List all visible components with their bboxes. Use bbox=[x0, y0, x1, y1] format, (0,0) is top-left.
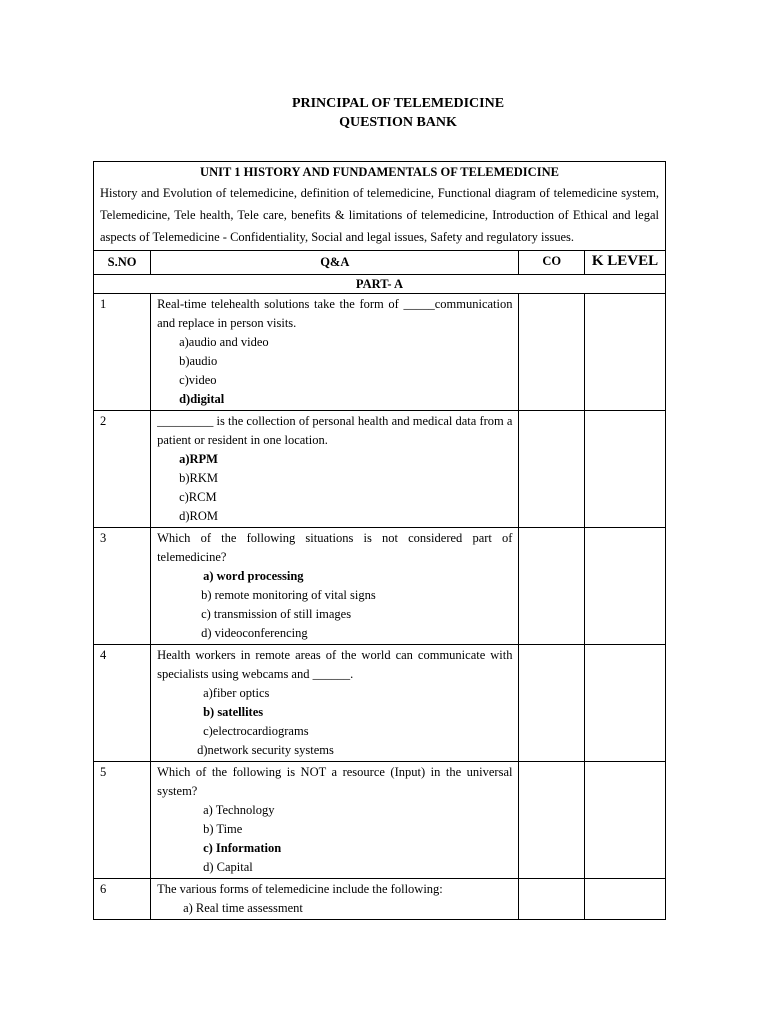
question-number: 2 bbox=[94, 411, 151, 528]
column-header-qa: Q&A bbox=[151, 251, 519, 275]
option-c: c) transmission of still images bbox=[201, 607, 352, 621]
k-level-cell bbox=[584, 879, 665, 920]
question-content bbox=[151, 879, 519, 920]
co-cell bbox=[519, 411, 584, 528]
option-a: a) Real time assessment bbox=[183, 901, 303, 915]
unit-cell bbox=[94, 162, 666, 251]
question-number: 3 bbox=[94, 528, 151, 645]
question-content bbox=[151, 645, 519, 762]
unit-title: UNIT 1 HISTORY AND FUNDAMENTALS OF TELEMEDICINE bbox=[200, 165, 559, 179]
column-header-co: CO bbox=[519, 251, 584, 275]
option-c: c)electrocardiograms bbox=[203, 724, 309, 738]
question-row bbox=[94, 528, 666, 645]
column-header-k-level: K LEVEL bbox=[584, 251, 665, 275]
option-b: b) Time bbox=[203, 822, 243, 836]
k-level-cell bbox=[584, 528, 665, 645]
option-d: d) videoconferencing bbox=[201, 626, 308, 640]
option-b-answer: b) satellites bbox=[203, 705, 264, 719]
option-a: a) Technology bbox=[203, 803, 275, 817]
k-level-cell bbox=[584, 645, 665, 762]
option-b: b)audio bbox=[179, 354, 218, 368]
question-row bbox=[94, 294, 666, 411]
question-number: 5 bbox=[94, 762, 151, 879]
question-stem: Which of the following situations is not considered part of telemedicine? bbox=[157, 531, 513, 564]
option-c: c)RCM bbox=[179, 490, 217, 504]
document-subtitle: QUESTION BANK bbox=[339, 115, 457, 130]
option-c: c)video bbox=[179, 373, 217, 387]
k-level-cell bbox=[584, 294, 665, 411]
question-content bbox=[151, 411, 519, 528]
question-stem: Which of the following is NOT a resource (Input) in the universal system? bbox=[157, 765, 513, 798]
co-cell bbox=[519, 528, 584, 645]
question-stem: _________ is the collection of personal health and medical data from a patient or resident in one location. bbox=[157, 414, 513, 447]
question-row bbox=[94, 762, 666, 879]
question-content bbox=[151, 528, 519, 645]
option-b: b)RKM bbox=[179, 471, 218, 485]
question-number: 1 bbox=[94, 294, 151, 411]
question-content bbox=[151, 762, 519, 879]
option-a-answer: a)RPM bbox=[179, 452, 218, 466]
document-title: PRINCIPAL OF TELEMEDICINE bbox=[291, 96, 505, 111]
option-d: d) Capital bbox=[203, 860, 253, 874]
co-cell bbox=[519, 645, 584, 762]
question-stem: Health workers in remote areas of the world can communicate with specialists using webcams and ______. bbox=[157, 648, 513, 681]
question-number: 6 bbox=[94, 879, 151, 920]
option-a: a)audio and video bbox=[179, 335, 269, 349]
k-level-cell bbox=[584, 411, 665, 528]
part-row bbox=[94, 275, 666, 294]
option-d-answer: d)digital bbox=[179, 392, 225, 406]
question-number: 4 bbox=[94, 645, 151, 762]
option-d: d)network security systems bbox=[197, 743, 334, 757]
part-label: PART- A bbox=[94, 275, 666, 294]
option-a: a)fiber optics bbox=[203, 686, 270, 700]
column-header-row bbox=[94, 251, 666, 275]
question-stem: The various forms of telemedicine include the following: bbox=[157, 882, 443, 896]
option-d: d)ROM bbox=[179, 509, 218, 523]
question-row bbox=[94, 879, 666, 920]
question-stem: Real-time telehealth solutions take the form of _____communication and replace in person visits. bbox=[157, 297, 513, 330]
option-b: b) remote monitoring of vital signs bbox=[201, 588, 376, 602]
question-content bbox=[151, 294, 519, 411]
question-row bbox=[94, 411, 666, 528]
unit-description: History and Evolution of telemedicine, definition of telemedicine, Functional diagram of telemedicine system, Telemedicine, Tele health, Tele care, benefits & limitations of telemedicine, Introduction of Ethical and legal aspects of Telemedicine - Confidentiality, Social and legal issues, Safety and regulatory issues. bbox=[100, 186, 659, 244]
option-a-answer: a) word processing bbox=[203, 569, 304, 583]
question-row bbox=[94, 645, 666, 762]
co-cell bbox=[519, 294, 584, 411]
question-table bbox=[93, 161, 666, 920]
option-c-answer: c) Information bbox=[203, 841, 282, 855]
co-cell bbox=[519, 879, 584, 920]
unit-row bbox=[94, 162, 666, 251]
k-level-cell bbox=[584, 762, 665, 879]
co-cell bbox=[519, 762, 584, 879]
column-header-sno: S.NO bbox=[94, 251, 151, 275]
